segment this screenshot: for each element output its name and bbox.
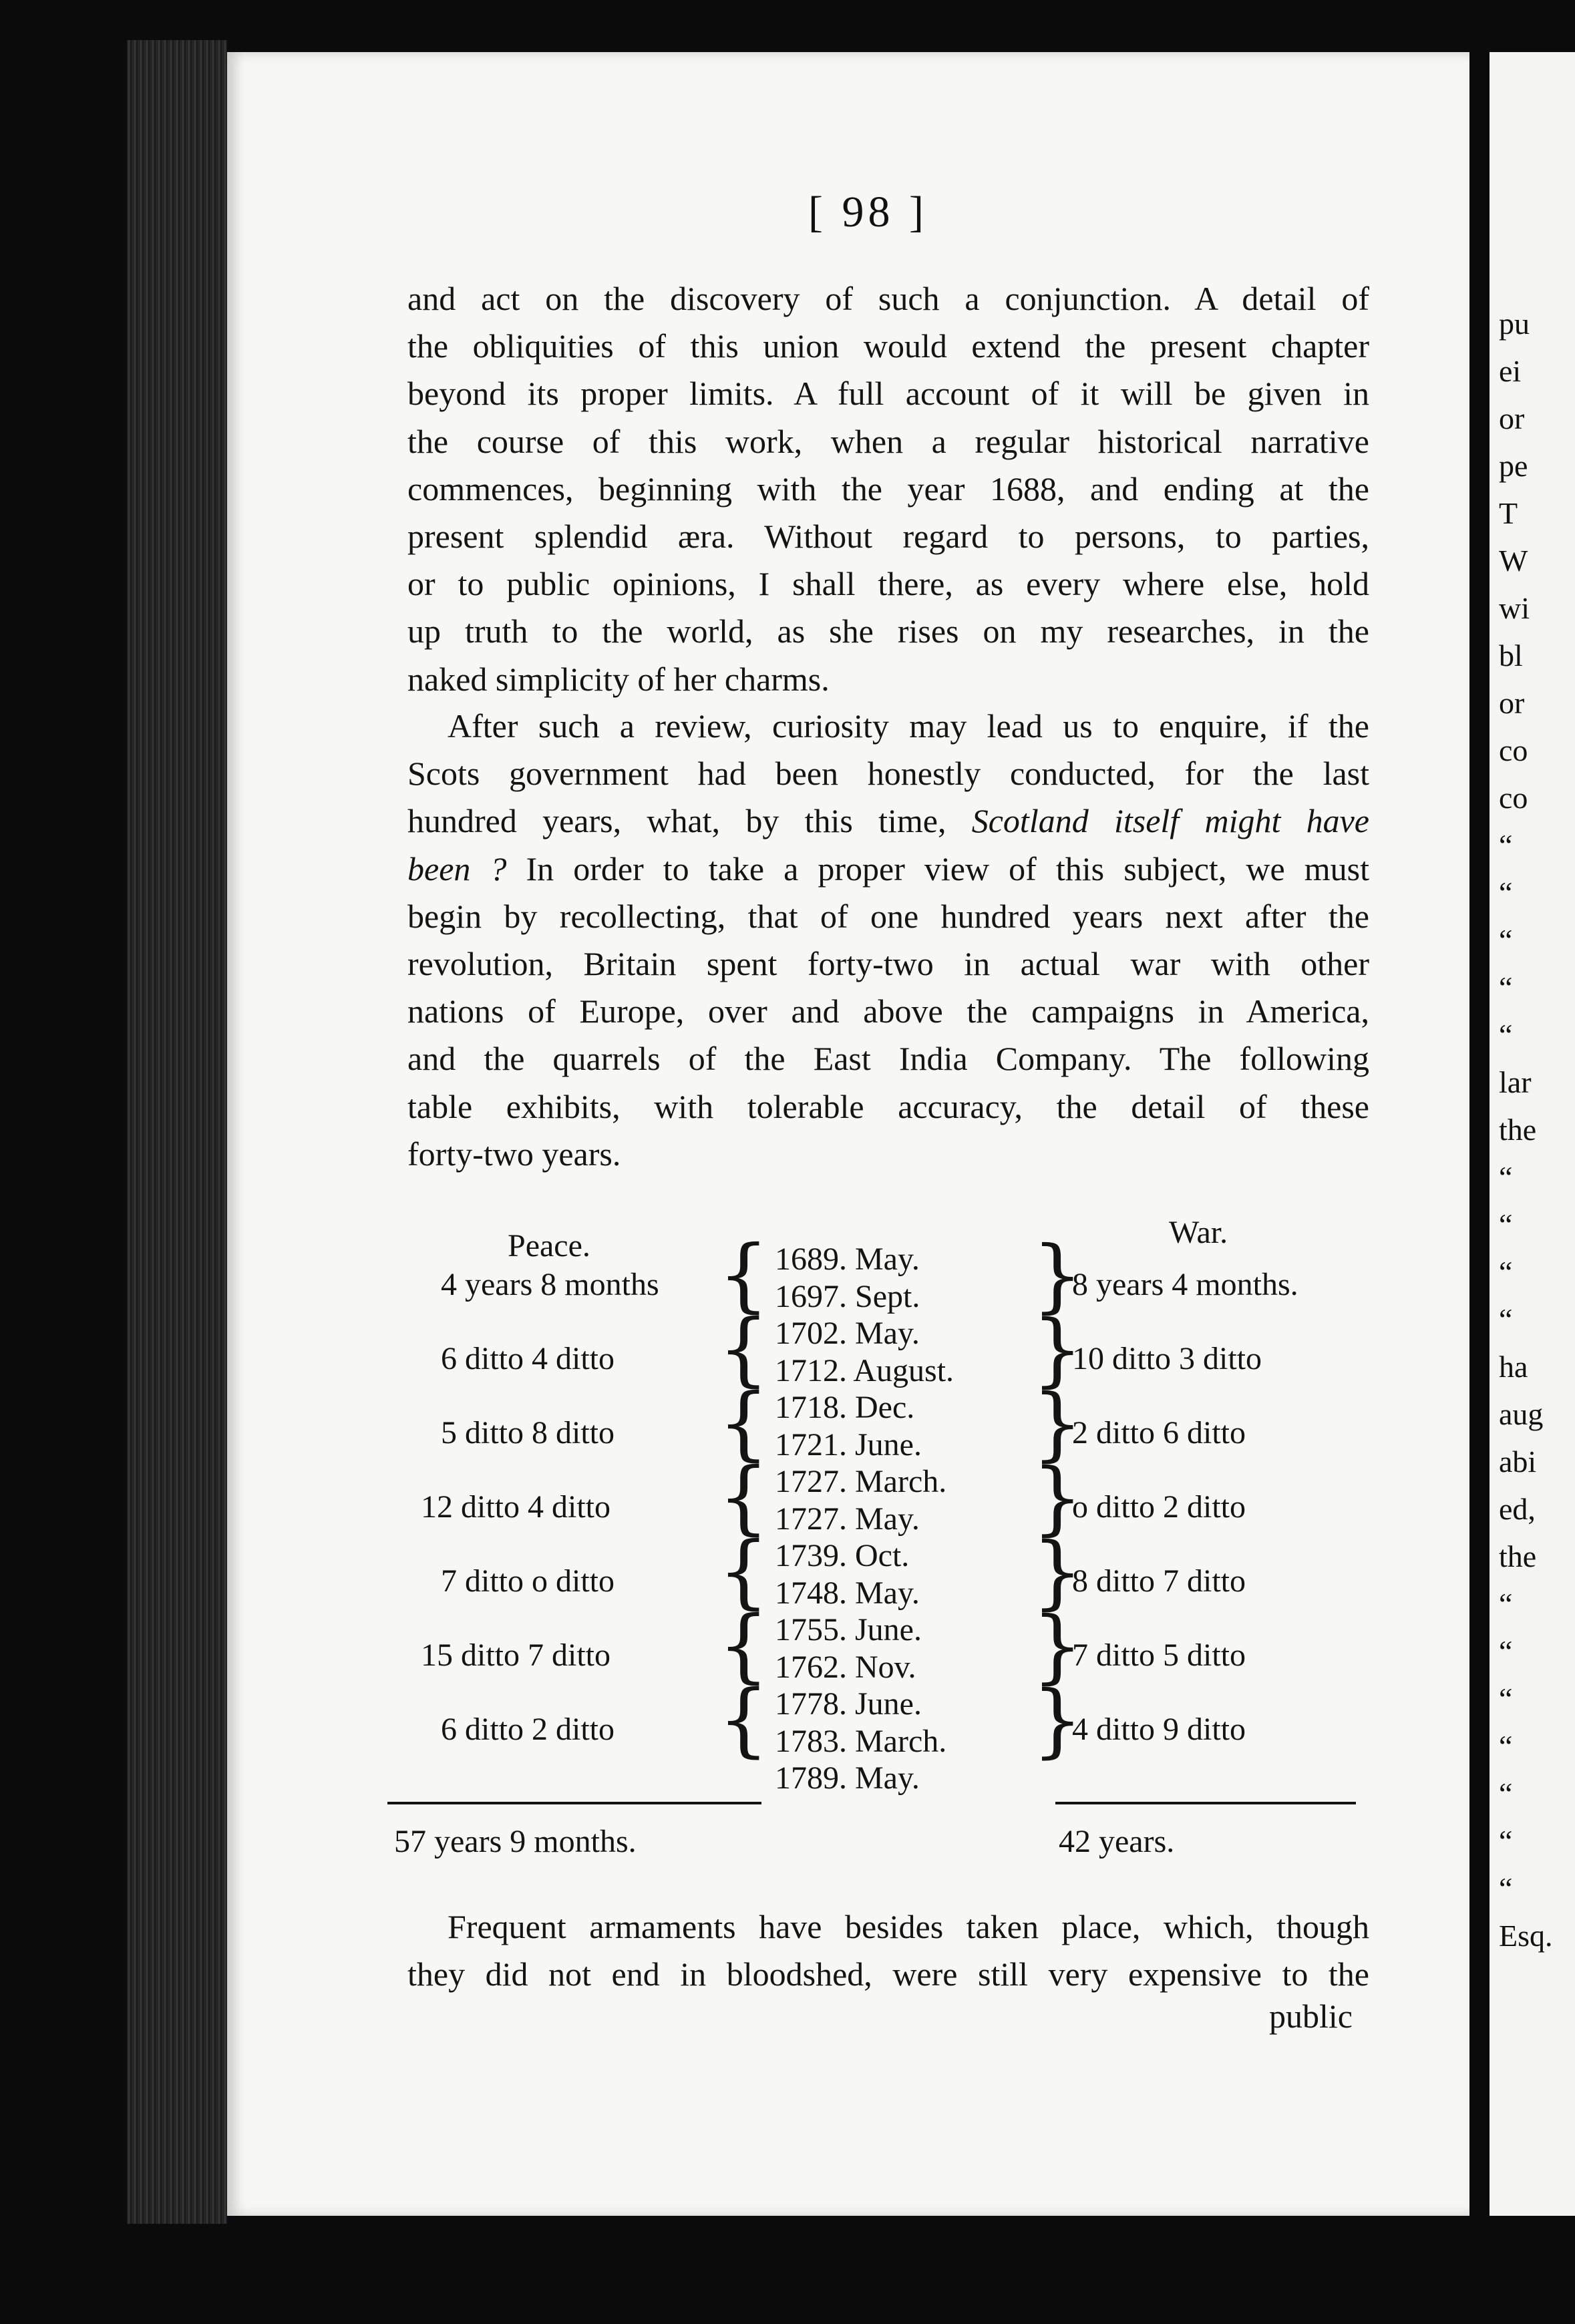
- left-brace: {: [718, 1229, 769, 1322]
- facing-page-fragment: “: [1499, 1018, 1513, 1052]
- date-entry: 1697. Sept.: [775, 1278, 920, 1314]
- date-entry: 1789. May.: [775, 1760, 920, 1796]
- text-line: Frequent armaments have besides taken place, which, though: [448, 1908, 1369, 1945]
- facing-page-edge: [1490, 52, 1575, 2216]
- left-brace: {: [718, 1451, 769, 1544]
- date-entry: 1783. March.: [775, 1723, 947, 1759]
- paragraph-3: [407, 1903, 1369, 1998]
- text-line: the obliquities of this union would extend the present chapter: [407, 327, 1369, 365]
- right-brace: }: [1032, 1599, 1083, 1693]
- date-entry: 1712. August.: [775, 1352, 954, 1388]
- page-header: [ 98 ]: [808, 188, 928, 236]
- facing-page-fragment: T: [1499, 496, 1518, 530]
- text-line: up truth to the world, as she rises on my researches, in the: [407, 612, 1369, 650]
- date-entry: 1727. May.: [775, 1501, 920, 1537]
- war-total: 42 years.: [1059, 1824, 1175, 1859]
- text-line: After such a review, curiosity may lead us to enquire, if the: [448, 707, 1369, 745]
- date-entry: 1755. June.: [775, 1612, 922, 1648]
- facing-page-fragment: pu: [1499, 307, 1530, 341]
- date-entry: 1702. May.: [775, 1316, 920, 1351]
- war-header: War.: [1169, 1215, 1228, 1250]
- facing-page-fragment: “: [1499, 1302, 1513, 1336]
- left-brace: {: [718, 1674, 769, 1766]
- peace-entry: 5 ditto 8 ditto: [441, 1414, 615, 1450]
- left-brace: {: [718, 1303, 769, 1396]
- peace-war-table: [374, 1214, 1376, 1882]
- facing-page-fragment: “: [1499, 1871, 1513, 1905]
- peace-entry: 12 ditto 4 ditto: [421, 1489, 611, 1525]
- left-brace: {: [718, 1599, 769, 1692]
- right-brace: }: [1032, 1451, 1083, 1545]
- italic-fragment: Scotland itself might have: [971, 802, 1369, 840]
- war-entry: 7 ditto 5 ditto: [1072, 1637, 1246, 1673]
- right-brace: }: [1032, 1377, 1083, 1471]
- facing-page-fragment: or: [1499, 401, 1525, 435]
- right-brace: }: [1032, 1674, 1083, 1767]
- book-fore-edge: [127, 40, 227, 2224]
- text-line: they did not end in bloodshed, were still very expensive to the: [407, 1955, 1369, 1993]
- text-line: naked simplicity of her charms.: [407, 660, 830, 698]
- text-fragment: In order to take a proper view of this subject, we must: [506, 849, 1369, 888]
- catchword: public: [1269, 1997, 1353, 2035]
- facing-page-fragment: co: [1499, 733, 1528, 767]
- date-entry: 1778. June.: [775, 1686, 922, 1722]
- facing-page-fragment: or: [1499, 686, 1525, 720]
- facing-page-fragment: “: [1499, 1682, 1513, 1716]
- war-entry: 10 ditto 3 ditto: [1072, 1340, 1262, 1376]
- date-entry: 1721. June.: [775, 1426, 922, 1463]
- date-entry: 1727. March.: [775, 1464, 947, 1499]
- facing-page-fragment: the: [1499, 1113, 1537, 1147]
- facing-page-fragment: “: [1499, 1634, 1513, 1668]
- date-entry: 1762. Nov.: [775, 1649, 916, 1685]
- text-line: [407, 845, 1369, 893]
- right-brace: }: [1032, 1229, 1083, 1322]
- peace-total: 57 years 9 months.: [394, 1824, 637, 1859]
- facing-page-fragment: “: [1499, 1824, 1513, 1858]
- text-line: table exhibits, with tolerable accuracy, the detail of these: [407, 1087, 1369, 1125]
- facing-page-fragment: “: [1499, 970, 1513, 1004]
- text-fragment: hundred years, what, by this time,: [407, 802, 972, 840]
- facing-page-fragment: “: [1499, 1160, 1513, 1194]
- text-line: [407, 797, 1369, 845]
- facing-page-fragment: “: [1499, 1207, 1513, 1241]
- facing-page-fragment: pe: [1499, 449, 1528, 483]
- war-entry: 4 ditto 9 ditto: [1072, 1711, 1246, 1747]
- facing-page-fragment: abi: [1499, 1444, 1537, 1479]
- war-entry: 2 ditto 6 ditto: [1072, 1414, 1246, 1450]
- facing-page-fragment: “: [1499, 1776, 1513, 1810]
- text-line: the course of this work, when a regular historical narrative: [407, 422, 1369, 460]
- paragraph-1: [407, 275, 1369, 703]
- peace-total-rule: [387, 1802, 761, 1804]
- war-entry: o ditto 2 ditto: [1072, 1489, 1246, 1525]
- peace-header: Peace.: [508, 1228, 590, 1264]
- right-brace: }: [1032, 1525, 1083, 1619]
- war-entry: 8 years 4 months.: [1072, 1266, 1298, 1302]
- facing-page-fragment: ed,: [1499, 1492, 1536, 1526]
- facing-page-fragment: “: [1499, 828, 1513, 862]
- facing-page-fragment: “: [1499, 1255, 1513, 1289]
- facing-page-fragment: “: [1499, 1587, 1513, 1621]
- peace-entry: 7 ditto o ditto: [441, 1563, 615, 1599]
- text-line: Scots government had been honestly conducted, for the last: [407, 755, 1369, 793]
- peace-entry: 15 ditto 7 ditto: [421, 1637, 611, 1673]
- facing-page-fragment: Esq.: [1499, 1919, 1553, 1953]
- right-brace: }: [1032, 1303, 1083, 1396]
- facing-page-fragment: lar: [1499, 1065, 1532, 1099]
- date-entry: 1739. Oct.: [775, 1538, 910, 1573]
- text-line: revolution, Britain spent forty-two in actual war with other: [407, 944, 1369, 982]
- text-line: forty-two years.: [407, 1135, 621, 1173]
- war-total-rule: [1055, 1802, 1356, 1804]
- date-entry: 1718. Dec.: [775, 1390, 915, 1425]
- italic-fragment: been ?: [407, 849, 507, 888]
- facing-page-fragment: co: [1499, 781, 1528, 815]
- text-line: nations of Europe, over and above the campaigns in America,: [407, 992, 1369, 1030]
- facing-page-fragment: W: [1499, 544, 1528, 578]
- text-line: or to public opinions, I shall there, as every where else, hold: [407, 565, 1369, 603]
- text-line: and act on the discovery of such a conjunction. A detail of: [407, 280, 1369, 317]
- facing-page-fragment: aug: [1499, 1397, 1544, 1431]
- facing-page-fragment: “: [1499, 923, 1513, 957]
- peace-entry: 6 ditto 4 ditto: [441, 1340, 615, 1376]
- facing-page-fragment: bl: [1499, 638, 1523, 672]
- peace-entry: 6 ditto 2 ditto: [441, 1711, 615, 1747]
- paragraph-2: [407, 703, 1369, 1178]
- facing-page-fragment: the: [1499, 1539, 1537, 1573]
- text-line: begin by recollecting, that of one hundred years next after the: [407, 897, 1369, 935]
- facing-page-fragment: ha: [1499, 1350, 1528, 1384]
- text-line: commences, beginning with the year 1688, and ending at the: [407, 469, 1369, 508]
- left-brace: {: [718, 1525, 769, 1618]
- facing-page-fragment: ei: [1499, 354, 1522, 388]
- facing-page-fragment: wi: [1499, 591, 1530, 625]
- paragraph-2-rest: [407, 893, 1369, 1178]
- war-entry: 8 ditto 7 ditto: [1072, 1563, 1246, 1599]
- text-line: and the quarrels of the East India Company. The following: [407, 1040, 1369, 1078]
- text-line: beyond its proper limits. A full account of it will be given in: [407, 375, 1369, 413]
- text-line: present splendid æra. Without regard to persons, to parties,: [407, 517, 1369, 555]
- left-brace: {: [718, 1377, 769, 1470]
- date-entry: 1748. May.: [775, 1575, 920, 1611]
- peace-entry: 4 years 8 months: [441, 1266, 659, 1302]
- facing-page-fragment: “: [1499, 1729, 1513, 1763]
- facing-page-fragment: “: [1499, 876, 1513, 910]
- date-entry: 1689. May.: [775, 1241, 920, 1277]
